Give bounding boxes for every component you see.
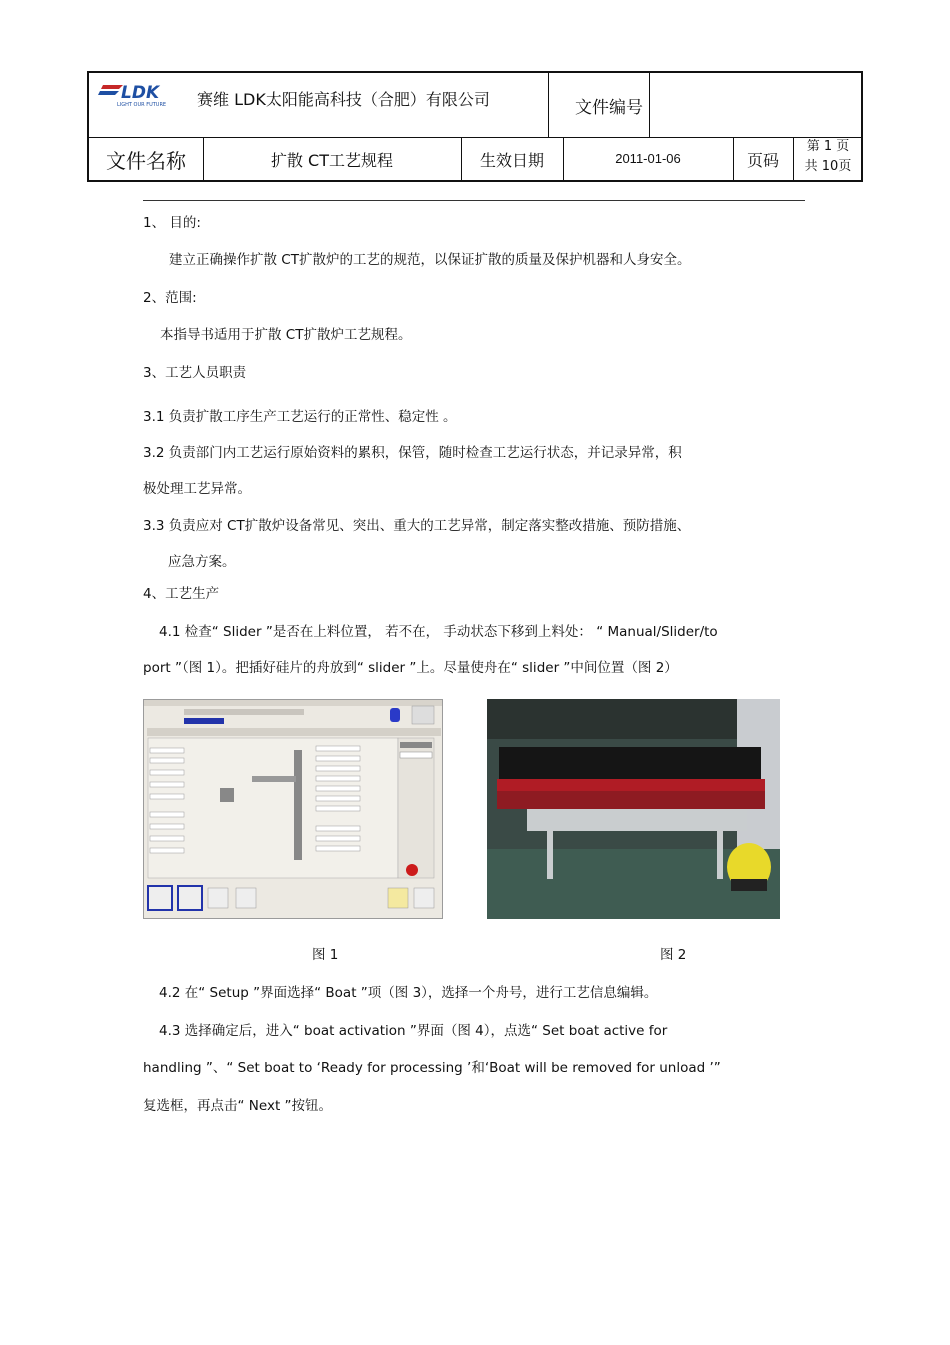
figure-1-software-screenshot — [143, 699, 443, 919]
page-total: 共 10页 — [804, 159, 852, 174]
effective-date-label: 生效日期 — [479, 151, 544, 170]
svg-text:LIGHT OUR FUTURE: LIGHT OUR FUTURE — [117, 102, 167, 108]
doc-name-value: 扩散 CT工艺规程 — [270, 151, 394, 170]
ldk-logo — [97, 79, 197, 109]
figure-2-caption: 图 2 — [660, 947, 687, 963]
section-4-3-line3: 复选框，再点击“ Next ”按钮。 — [143, 1098, 333, 1114]
section-4-1-line1: 4.1 检查“ Slider ”是否在上料位置， 若不在， 手动状态下移到上料处： “ Manual/Slider/to — [159, 624, 718, 640]
company-name: 赛维 LDK太阳能高科技（合肥）有限公司 — [197, 90, 490, 109]
section-2-text: 本指导书适用于扩散 CT扩散炉工艺规程。 — [160, 327, 412, 343]
section-4-3-line1: 4.3 选择确定后，进入“ boat activation ”界面（图 4），点选“ Set boat active for — [159, 1023, 668, 1039]
page-number — [795, 137, 861, 177]
figure-1-caption: 图 1 — [312, 947, 339, 963]
section-3-2-line1: 3.2 负责部门内工艺运行原始资料的累积，保管，随时检查工艺运行状态，并记录异常，积 — [143, 445, 682, 461]
section-4-title: 4、工艺生产 — [143, 586, 220, 602]
section-1-text: 建立正确操作扩散 CT扩散炉的工艺的规范，以保证扩散的质量及保护机器和人身安全。 — [169, 252, 691, 268]
section-2-title: 2、范围: — [143, 290, 197, 306]
section-3-title: 3、工艺人员职责 — [143, 365, 247, 381]
section-3-2-line2: 极处理工艺异常。 — [143, 481, 251, 497]
effective-date-value: 2011-01-06 — [615, 151, 681, 166]
page-current: 第 1 页 — [806, 139, 850, 154]
doc-number-label: 文件编号 — [575, 98, 643, 118]
section-4-2: 4.2 在“ Setup ”界面选择“ Boat ”项（图 3），选择一个舟号，进行工艺信息编辑。 — [159, 985, 658, 1001]
doc-name-label: 文件名称 — [106, 149, 186, 173]
page-label: 页码 — [746, 151, 779, 170]
software-ui-illustration — [144, 700, 443, 919]
section-4-1-line2: port ”（图 1）。把插好硅片的舟放到“ slider ”上。尽量使舟在“ slider ”中间位置（图 2） — [143, 660, 678, 676]
slider-photo-illustration — [487, 699, 780, 919]
section-3-1: 3.1 负责扩散工序生产工艺运行的正常性、稳定性 。 — [143, 409, 457, 425]
figure-2-slider-photo — [487, 699, 780, 919]
section-4-3-line2: handling ”、“ Set boat to ‘Ready for processing ’和‘Boat will be removed for unload ’” — [143, 1060, 721, 1076]
header-divider — [143, 200, 805, 201]
section-1-title: 1、 目的: — [143, 215, 201, 231]
section-3-3-line2: 应急方案。 — [168, 554, 236, 570]
section-3-3-line1: 3.3 负责应对 CT扩散炉设备常见、突出、重大的工艺异常，制定落实整改措施、预防措施、 — [143, 518, 691, 534]
document-header-table — [87, 71, 863, 182]
svg-text:LDK: LDK — [121, 83, 160, 103]
